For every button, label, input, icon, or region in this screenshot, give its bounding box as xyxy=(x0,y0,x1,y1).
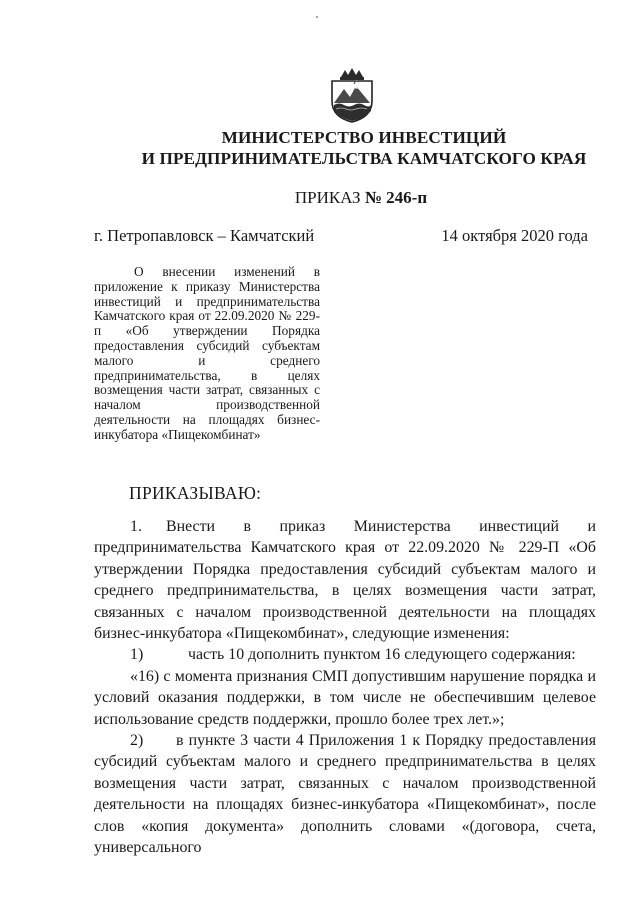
kamchatka-coat-of-arms-icon xyxy=(323,67,381,123)
paragraph-4 xyxy=(94,730,596,858)
paragraph-2-text: часть 10 дополнить пунктом 16 следующего содержания: xyxy=(188,646,576,664)
ministry-line-2: И ПРЕДПРИНИМАТЕЛЬСТВА КАМЧАТСКОГО КРАЯ xyxy=(141,149,587,168)
paragraph-4-number: 2) xyxy=(130,732,144,750)
paragraph-1 xyxy=(94,516,596,644)
order-prefix: ПРИКАЗ xyxy=(294,188,361,207)
order-body xyxy=(94,516,596,859)
paragraph-3: «16) с момента признания СМП допустившим нарушение порядка и условий оказания поддержки, в том числе не обеспечившим целевое использование средств поддержки, прошло более трех лет.»; xyxy=(94,667,596,728)
paragraph-4-text: в пункте 3 части 4 Приложения 1 к Порядку предоставления субсидий субъектам малого и среднего предпринимательства в целях возмещения части затрат, связанных с началом производственной деятельности на площадях бизнес-инкубатора «Пищекомбинат», после слов «копия документа» дополнить словами «(договора, счета, универсального xyxy=(94,732,596,857)
paragraph-2-number: 1) xyxy=(130,646,144,664)
order-number: № 246-п xyxy=(364,188,428,207)
order-subject: О внесении изменений в приложение к приказу Министерства инвестиций и предпринимательства Камчатского края от 22.09.2020 № 229-п «Об утверждении Порядка предоставления субсидий субъектам малого и среднего предпринимательства, в целях возмещения части затрат, связанных с началом производственной деятельности на площадях бизнес-инкубатора «Пищекомбинат» xyxy=(94,264,320,442)
paragraph-1-text: Внести в приказ Министерства инвестиций и предпринимательства Камчатского края от 22.09.2020 № 229-П «Об утверждении Порядка предоставления субсидий субъектам малого и среднего предпринимательства, в целях возмещения части затрат, связанных с началом производственной деятельности на площадях бизнес-инкубатора «Пищекомбинат», следующие изменения: xyxy=(94,518,596,643)
scan-speck xyxy=(316,16,318,18)
ministry-name xyxy=(0,127,640,169)
order-date: 14 октября 2020 года xyxy=(441,226,588,245)
order-title xyxy=(0,188,640,208)
directive-heading: ПРИКАЗЫВАЮ: xyxy=(129,483,262,503)
paragraph-1-number: 1. xyxy=(130,518,142,535)
ministry-line-1: МИНИСТЕРСТВО ИНВЕСТИЦИЙ xyxy=(221,128,507,147)
city: г. Петропавловск – Камчатский xyxy=(94,226,315,245)
paragraph-2 xyxy=(94,644,596,665)
